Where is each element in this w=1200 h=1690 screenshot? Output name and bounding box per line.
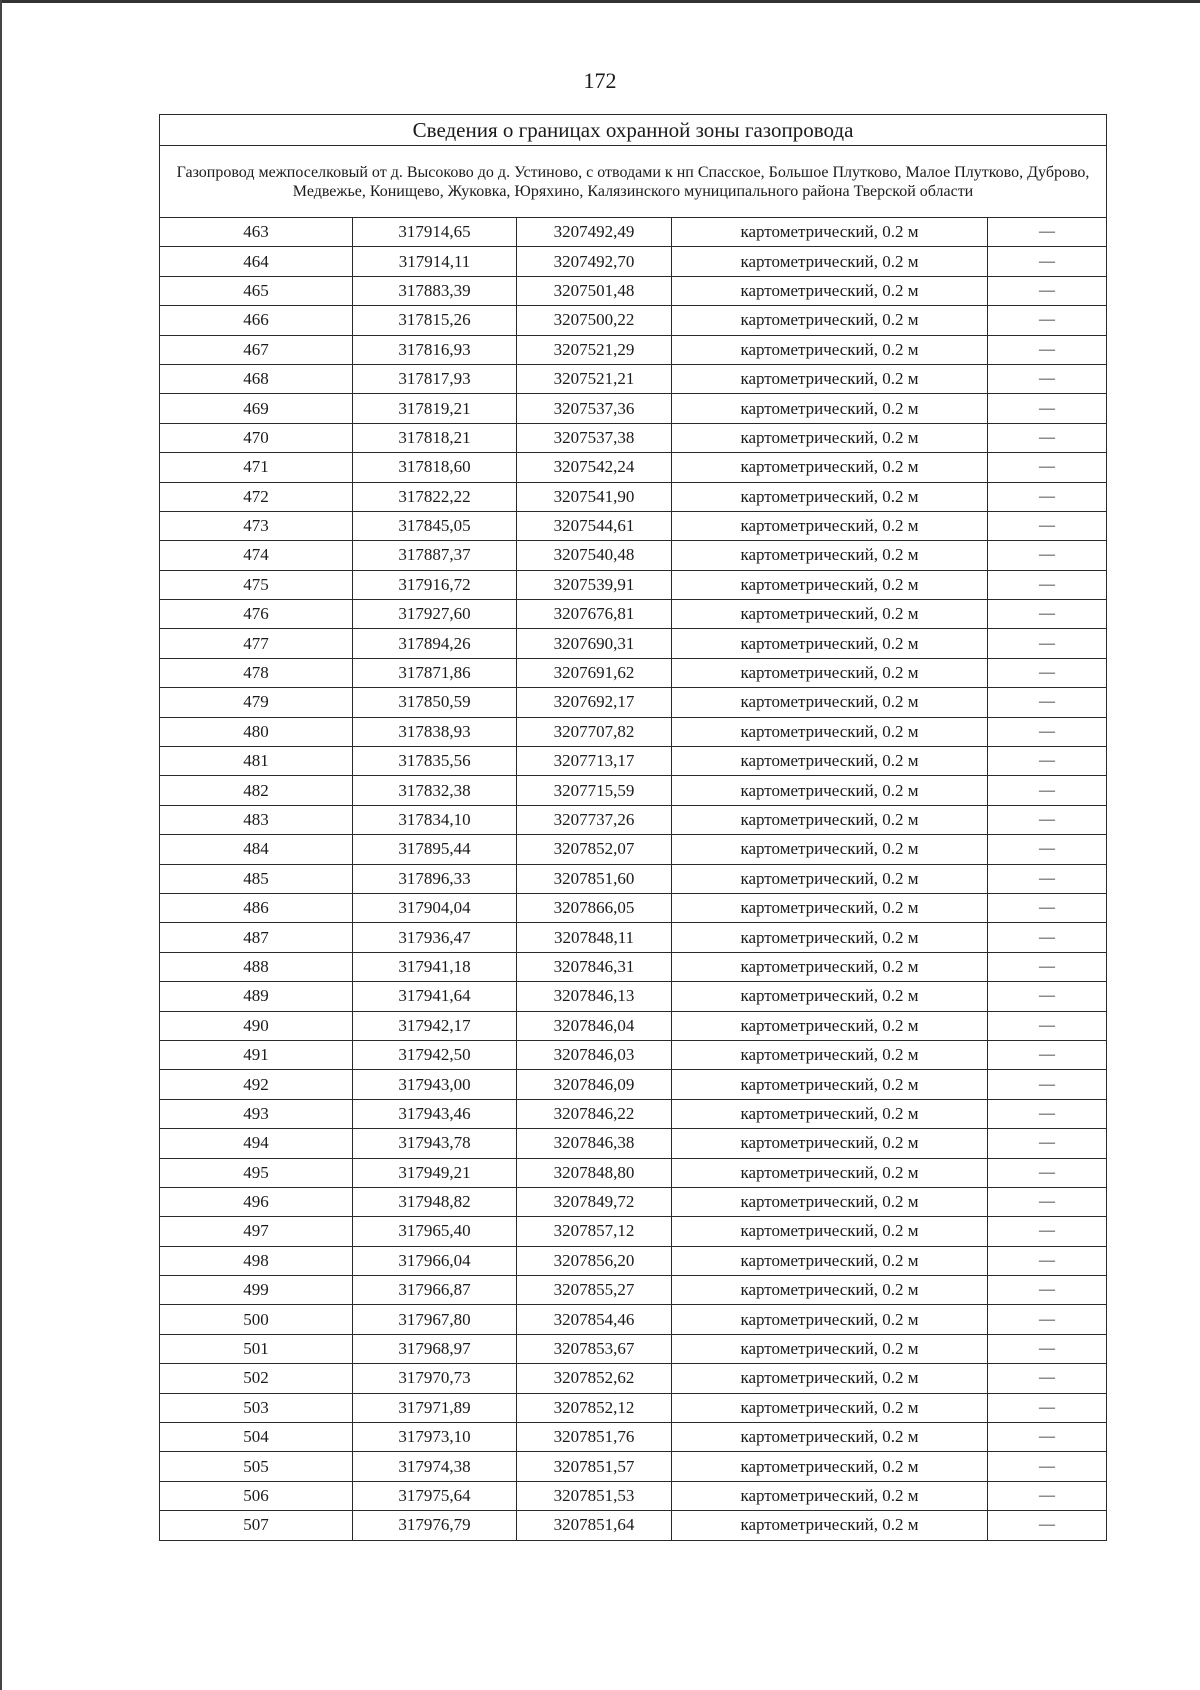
table-row <box>160 835 1107 864</box>
y-coordinate-cell: 3207852,62 <box>517 1364 672 1393</box>
x-coordinate-cell: 317975,64 <box>353 1481 517 1510</box>
point-number-cell: 505 <box>160 1452 353 1481</box>
x-coordinate-cell: 317850,59 <box>353 688 517 717</box>
y-coordinate-cell: 3207539,91 <box>517 570 672 599</box>
description-cell: — <box>988 570 1107 599</box>
method-accuracy-cell: картометрический, 0.2 м <box>672 1334 988 1363</box>
x-coordinate-cell: 317815,26 <box>353 306 517 335</box>
description-cell: — <box>988 658 1107 687</box>
table-row <box>160 1305 1107 1334</box>
y-coordinate-cell: 3207848,80 <box>517 1158 672 1187</box>
point-number-cell: 495 <box>160 1158 353 1187</box>
method-accuracy-cell: картометрический, 0.2 м <box>672 835 988 864</box>
x-coordinate-cell: 317895,44 <box>353 835 517 864</box>
x-coordinate-cell: 317904,04 <box>353 893 517 922</box>
x-coordinate-cell: 317914,11 <box>353 247 517 276</box>
y-coordinate-cell: 3207849,72 <box>517 1187 672 1216</box>
y-coordinate-cell: 3207537,36 <box>517 394 672 423</box>
point-number-cell: 480 <box>160 717 353 746</box>
x-coordinate-cell: 317976,79 <box>353 1511 517 1540</box>
table-row <box>160 1158 1107 1187</box>
y-coordinate-cell: 3207691,62 <box>517 658 672 687</box>
point-number-cell: 492 <box>160 1070 353 1099</box>
table-subtitle: Газопровод межпоселковый от д. Высоково до д. Устиново, с отводами к нп Спасское, Большое Плутково, Малое Плутково, Дуброво, Медвежье, Конищево, Жуковка, Юряхино, Калязинского муниципального района Тверской области <box>160 146 1107 218</box>
y-coordinate-cell: 3207851,57 <box>517 1452 672 1481</box>
point-number-cell: 474 <box>160 541 353 570</box>
method-accuracy-cell: картометрический, 0.2 м <box>672 1305 988 1334</box>
y-coordinate-cell: 3207856,20 <box>517 1246 672 1275</box>
y-coordinate-cell: 3207851,64 <box>517 1511 672 1540</box>
y-coordinate-cell: 3207521,21 <box>517 364 672 393</box>
point-number-cell: 499 <box>160 1276 353 1305</box>
x-coordinate-cell: 317966,04 <box>353 1246 517 1275</box>
point-number-cell: 469 <box>160 394 353 423</box>
description-cell: — <box>988 511 1107 540</box>
method-accuracy-cell: картометрический, 0.2 м <box>672 423 988 452</box>
description-cell: — <box>988 1158 1107 1187</box>
point-number-cell: 470 <box>160 423 353 452</box>
x-coordinate-cell: 317966,87 <box>353 1276 517 1305</box>
method-accuracy-cell: картометрический, 0.2 м <box>672 1364 988 1393</box>
table-row <box>160 776 1107 805</box>
description-cell: — <box>988 453 1107 482</box>
method-accuracy-cell: картометрический, 0.2 м <box>672 864 988 893</box>
x-coordinate-cell: 317894,26 <box>353 629 517 658</box>
point-number-cell: 486 <box>160 893 353 922</box>
table-row <box>160 1246 1107 1275</box>
table-row <box>160 1070 1107 1099</box>
description-cell: — <box>988 1246 1107 1275</box>
y-coordinate-cell: 3207846,38 <box>517 1129 672 1158</box>
x-coordinate-cell: 317818,60 <box>353 453 517 482</box>
y-coordinate-cell: 3207846,03 <box>517 1040 672 1069</box>
x-coordinate-cell: 317914,65 <box>353 218 517 247</box>
description-cell: — <box>988 835 1107 864</box>
table-row <box>160 1364 1107 1393</box>
x-coordinate-cell: 317942,17 <box>353 1011 517 1040</box>
method-accuracy-cell: картометрический, 0.2 м <box>672 600 988 629</box>
x-coordinate-cell: 317973,10 <box>353 1423 517 1452</box>
point-number-cell: 471 <box>160 453 353 482</box>
method-accuracy-cell: картометрический, 0.2 м <box>672 1187 988 1216</box>
x-coordinate-cell: 317927,60 <box>353 600 517 629</box>
x-coordinate-cell: 317949,21 <box>353 1158 517 1187</box>
y-coordinate-cell: 3207492,70 <box>517 247 672 276</box>
description-cell: — <box>988 423 1107 452</box>
point-number-cell: 487 <box>160 923 353 952</box>
description-cell: — <box>988 1099 1107 1128</box>
description-cell: — <box>988 1070 1107 1099</box>
point-number-cell: 498 <box>160 1246 353 1275</box>
y-coordinate-cell: 3207854,46 <box>517 1305 672 1334</box>
page-number: 172 <box>583 68 617 93</box>
description-cell: — <box>988 747 1107 776</box>
description-cell: — <box>988 1452 1107 1481</box>
y-coordinate-cell: 3207501,48 <box>517 276 672 305</box>
table-row <box>160 982 1107 1011</box>
description-cell: — <box>988 1364 1107 1393</box>
method-accuracy-cell: картометрический, 0.2 м <box>672 776 988 805</box>
point-number-cell: 476 <box>160 600 353 629</box>
y-coordinate-cell: 3207848,11 <box>517 923 672 952</box>
method-accuracy-cell: картометрический, 0.2 м <box>672 218 988 247</box>
point-number-cell: 506 <box>160 1481 353 1510</box>
table-row <box>160 1217 1107 1246</box>
y-coordinate-cell: 3207846,04 <box>517 1011 672 1040</box>
method-accuracy-cell: картометрический, 0.2 м <box>672 805 988 834</box>
point-number-cell: 463 <box>160 218 353 247</box>
method-accuracy-cell: картометрический, 0.2 м <box>672 1276 988 1305</box>
x-coordinate-cell: 317943,46 <box>353 1099 517 1128</box>
description-cell: — <box>988 1129 1107 1158</box>
table-row <box>160 1334 1107 1363</box>
y-coordinate-cell: 3207690,31 <box>517 629 672 658</box>
y-coordinate-cell: 3207500,22 <box>517 306 672 335</box>
table-row <box>160 864 1107 893</box>
method-accuracy-cell: картометрический, 0.2 м <box>672 629 988 658</box>
point-number-cell: 502 <box>160 1364 353 1393</box>
table-row <box>160 335 1107 364</box>
description-cell: — <box>988 364 1107 393</box>
point-number-cell: 497 <box>160 1217 353 1246</box>
description-cell: — <box>988 864 1107 893</box>
point-number-cell: 501 <box>160 1334 353 1363</box>
x-coordinate-cell: 317819,21 <box>353 394 517 423</box>
method-accuracy-cell: картометрический, 0.2 м <box>672 1158 988 1187</box>
table-row <box>160 247 1107 276</box>
table-row <box>160 688 1107 717</box>
table-row <box>160 394 1107 423</box>
x-coordinate-cell: 317948,82 <box>353 1187 517 1216</box>
x-coordinate-cell: 317974,38 <box>353 1452 517 1481</box>
point-number-cell: 466 <box>160 306 353 335</box>
method-accuracy-cell: картометрический, 0.2 м <box>672 1011 988 1040</box>
table-row <box>160 805 1107 834</box>
description-cell: — <box>988 952 1107 981</box>
y-coordinate-cell: 3207846,09 <box>517 1070 672 1099</box>
title-row <box>160 115 1107 146</box>
table-row <box>160 511 1107 540</box>
x-coordinate-cell: 317838,93 <box>353 717 517 746</box>
table-row <box>160 1040 1107 1069</box>
method-accuracy-cell: картометрический, 0.2 м <box>672 541 988 570</box>
description-cell: — <box>988 1511 1107 1540</box>
method-accuracy-cell: картометрический, 0.2 м <box>672 1393 988 1422</box>
x-coordinate-cell: 317834,10 <box>353 805 517 834</box>
table-row <box>160 453 1107 482</box>
x-coordinate-cell: 317943,78 <box>353 1129 517 1158</box>
y-coordinate-cell: 3207855,27 <box>517 1276 672 1305</box>
point-number-cell: 482 <box>160 776 353 805</box>
table-row <box>160 717 1107 746</box>
point-number-cell: 484 <box>160 835 353 864</box>
y-coordinate-cell: 3207851,76 <box>517 1423 672 1452</box>
x-coordinate-cell: 317942,50 <box>353 1040 517 1069</box>
x-coordinate-cell: 317887,37 <box>353 541 517 570</box>
method-accuracy-cell: картометрический, 0.2 м <box>672 1099 988 1128</box>
method-accuracy-cell: картометрический, 0.2 м <box>672 1129 988 1158</box>
method-accuracy-cell: картометрический, 0.2 м <box>672 1070 988 1099</box>
method-accuracy-cell: картометрический, 0.2 м <box>672 511 988 540</box>
x-coordinate-cell: 317871,86 <box>353 658 517 687</box>
x-coordinate-cell: 317970,73 <box>353 1364 517 1393</box>
x-coordinate-cell: 317832,38 <box>353 776 517 805</box>
y-coordinate-cell: 3207540,48 <box>517 541 672 570</box>
x-coordinate-cell: 317965,40 <box>353 1217 517 1246</box>
y-coordinate-cell: 3207692,17 <box>517 688 672 717</box>
point-number-cell: 490 <box>160 1011 353 1040</box>
x-coordinate-cell: 317818,21 <box>353 423 517 452</box>
method-accuracy-cell: картометрический, 0.2 м <box>672 952 988 981</box>
table-row <box>160 306 1107 335</box>
y-coordinate-cell: 3207846,13 <box>517 982 672 1011</box>
point-number-cell: 467 <box>160 335 353 364</box>
method-accuracy-cell: картометрический, 0.2 м <box>672 1423 988 1452</box>
description-cell: — <box>988 1334 1107 1363</box>
description-cell: — <box>988 629 1107 658</box>
point-number-cell: 485 <box>160 864 353 893</box>
y-coordinate-cell: 3207521,29 <box>517 335 672 364</box>
method-accuracy-cell: картометрический, 0.2 м <box>672 1040 988 1069</box>
y-coordinate-cell: 3207542,24 <box>517 453 672 482</box>
table-row <box>160 600 1107 629</box>
table-row <box>160 893 1107 922</box>
description-cell: — <box>988 1011 1107 1040</box>
table-row <box>160 1099 1107 1128</box>
coordinates-table <box>159 114 1107 1541</box>
x-coordinate-cell: 317883,39 <box>353 276 517 305</box>
y-coordinate-cell: 3207857,12 <box>517 1217 672 1246</box>
table-row <box>160 1011 1107 1040</box>
table-row <box>160 923 1107 952</box>
x-coordinate-cell: 317816,93 <box>353 335 517 364</box>
description-cell: — <box>988 923 1107 952</box>
method-accuracy-cell: картометрический, 0.2 м <box>672 364 988 393</box>
table-row <box>160 629 1107 658</box>
method-accuracy-cell: картометрический, 0.2 м <box>672 247 988 276</box>
point-number-cell: 472 <box>160 482 353 511</box>
table-row <box>160 218 1107 247</box>
point-number-cell: 504 <box>160 1423 353 1452</box>
y-coordinate-cell: 3207852,12 <box>517 1393 672 1422</box>
x-coordinate-cell: 317941,64 <box>353 982 517 1011</box>
table-row <box>160 1187 1107 1216</box>
y-coordinate-cell: 3207852,07 <box>517 835 672 864</box>
table-row <box>160 364 1107 393</box>
table-title: Сведения о границах охранной зоны газопровода <box>160 115 1107 146</box>
y-coordinate-cell: 3207851,53 <box>517 1481 672 1510</box>
method-accuracy-cell: картометрический, 0.2 м <box>672 1452 988 1481</box>
method-accuracy-cell: картометрический, 0.2 м <box>672 394 988 423</box>
description-cell: — <box>988 600 1107 629</box>
point-number-cell: 479 <box>160 688 353 717</box>
table-row <box>160 658 1107 687</box>
description-cell: — <box>988 776 1107 805</box>
x-coordinate-cell: 317822,22 <box>353 482 517 511</box>
table-row <box>160 952 1107 981</box>
x-coordinate-cell: 317941,18 <box>353 952 517 981</box>
point-number-cell: 473 <box>160 511 353 540</box>
subtitle-row <box>160 146 1107 218</box>
table-row <box>160 1452 1107 1481</box>
point-number-cell: 477 <box>160 629 353 658</box>
y-coordinate-cell: 3207846,22 <box>517 1099 672 1128</box>
point-number-cell: 465 <box>160 276 353 305</box>
point-number-cell: 488 <box>160 952 353 981</box>
x-coordinate-cell: 317936,47 <box>353 923 517 952</box>
description-cell: — <box>988 482 1107 511</box>
table-row <box>160 747 1107 776</box>
table-row <box>160 570 1107 599</box>
description-cell: — <box>988 717 1107 746</box>
description-cell: — <box>988 1481 1107 1510</box>
description-cell: — <box>988 306 1107 335</box>
method-accuracy-cell: картометрический, 0.2 м <box>672 276 988 305</box>
method-accuracy-cell: картометрический, 0.2 м <box>672 982 988 1011</box>
method-accuracy-cell: картометрический, 0.2 м <box>672 453 988 482</box>
x-coordinate-cell: 317817,93 <box>353 364 517 393</box>
method-accuracy-cell: картометрический, 0.2 м <box>672 335 988 364</box>
description-cell: — <box>988 394 1107 423</box>
description-cell: — <box>988 893 1107 922</box>
x-coordinate-cell: 317971,89 <box>353 1393 517 1422</box>
method-accuracy-cell: картометрический, 0.2 м <box>672 1511 988 1540</box>
table-row <box>160 1511 1107 1540</box>
y-coordinate-cell: 3207737,26 <box>517 805 672 834</box>
table-row <box>160 541 1107 570</box>
method-accuracy-cell: картометрический, 0.2 м <box>672 747 988 776</box>
point-number-cell: 493 <box>160 1099 353 1128</box>
y-coordinate-cell: 3207846,31 <box>517 952 672 981</box>
description-cell: — <box>988 1187 1107 1216</box>
x-coordinate-cell: 317967,80 <box>353 1305 517 1334</box>
scan-edge-left <box>0 0 2 1690</box>
point-number-cell: 507 <box>160 1511 353 1540</box>
description-cell: — <box>988 688 1107 717</box>
description-cell: — <box>988 335 1107 364</box>
y-coordinate-cell: 3207544,61 <box>517 511 672 540</box>
method-accuracy-cell: картометрический, 0.2 м <box>672 570 988 599</box>
table-row <box>160 1393 1107 1422</box>
description-cell: — <box>988 982 1107 1011</box>
y-coordinate-cell: 3207541,90 <box>517 482 672 511</box>
method-accuracy-cell: картометрический, 0.2 м <box>672 482 988 511</box>
point-number-cell: 478 <box>160 658 353 687</box>
x-coordinate-cell: 317835,56 <box>353 747 517 776</box>
table-body <box>160 115 1107 1541</box>
description-cell: — <box>988 218 1107 247</box>
method-accuracy-cell: картометрический, 0.2 м <box>672 658 988 687</box>
table-row <box>160 276 1107 305</box>
point-number-cell: 481 <box>160 747 353 776</box>
description-cell: — <box>988 1393 1107 1422</box>
table-row <box>160 1129 1107 1158</box>
point-number-cell: 468 <box>160 364 353 393</box>
x-coordinate-cell: 317896,33 <box>353 864 517 893</box>
x-coordinate-cell: 317968,97 <box>353 1334 517 1363</box>
description-cell: — <box>988 276 1107 305</box>
point-number-cell: 500 <box>160 1305 353 1334</box>
x-coordinate-cell: 317916,72 <box>353 570 517 599</box>
description-cell: — <box>988 1217 1107 1246</box>
point-number-cell: 489 <box>160 982 353 1011</box>
y-coordinate-cell: 3207676,81 <box>517 600 672 629</box>
description-cell: — <box>988 805 1107 834</box>
point-number-cell: 496 <box>160 1187 353 1216</box>
description-cell: — <box>988 1276 1107 1305</box>
description-cell: — <box>988 541 1107 570</box>
point-number-cell: 494 <box>160 1129 353 1158</box>
x-coordinate-cell: 317943,00 <box>353 1070 517 1099</box>
description-cell: — <box>988 1305 1107 1334</box>
method-accuracy-cell: картометрический, 0.2 м <box>672 923 988 952</box>
table-row <box>160 1276 1107 1305</box>
method-accuracy-cell: картометрический, 0.2 м <box>672 1217 988 1246</box>
description-cell: — <box>988 1423 1107 1452</box>
method-accuracy-cell: картометрический, 0.2 м <box>672 688 988 717</box>
point-number-cell: 503 <box>160 1393 353 1422</box>
y-coordinate-cell: 3207866,05 <box>517 893 672 922</box>
point-number-cell: 475 <box>160 570 353 599</box>
point-number-cell: 483 <box>160 805 353 834</box>
y-coordinate-cell: 3207851,60 <box>517 864 672 893</box>
y-coordinate-cell: 3207853,67 <box>517 1334 672 1363</box>
method-accuracy-cell: картометрический, 0.2 м <box>672 1481 988 1510</box>
y-coordinate-cell: 3207707,82 <box>517 717 672 746</box>
table-row <box>160 423 1107 452</box>
y-coordinate-cell: 3207713,17 <box>517 747 672 776</box>
description-cell: — <box>988 247 1107 276</box>
method-accuracy-cell: картометрический, 0.2 м <box>672 893 988 922</box>
point-number-cell: 491 <box>160 1040 353 1069</box>
method-accuracy-cell: картометрический, 0.2 м <box>672 717 988 746</box>
y-coordinate-cell: 3207715,59 <box>517 776 672 805</box>
method-accuracy-cell: картометрический, 0.2 м <box>672 306 988 335</box>
table-row <box>160 1481 1107 1510</box>
y-coordinate-cell: 3207492,49 <box>517 218 672 247</box>
method-accuracy-cell: картометрический, 0.2 м <box>672 1246 988 1275</box>
y-coordinate-cell: 3207537,38 <box>517 423 672 452</box>
point-number-cell: 464 <box>160 247 353 276</box>
table-row <box>160 482 1107 511</box>
scan-edge-top <box>0 0 1200 3</box>
x-coordinate-cell: 317845,05 <box>353 511 517 540</box>
description-cell: — <box>988 1040 1107 1069</box>
table-row <box>160 1423 1107 1452</box>
